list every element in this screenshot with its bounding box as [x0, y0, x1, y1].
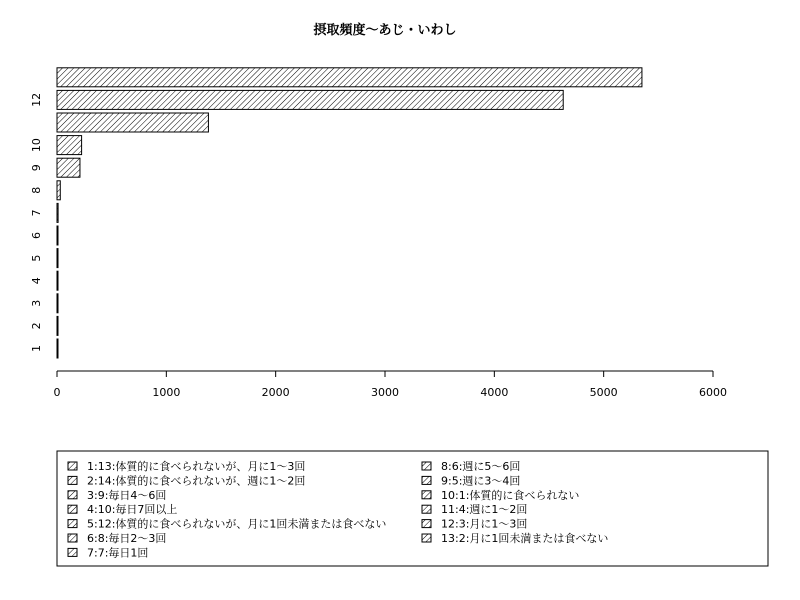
y-tick-label: 5 — [30, 254, 43, 262]
bar-6 — [57, 226, 58, 245]
y-tick-label: 1 — [30, 345, 43, 352]
legend-swatch — [68, 548, 77, 556]
y-tick-label: 12 — [30, 92, 43, 107]
y-tick-label: 9 — [30, 164, 43, 172]
y-tick-label: 4 — [30, 277, 43, 285]
legend-swatch — [422, 476, 431, 484]
bar-8 — [57, 181, 60, 200]
x-tick-label: 5000 — [589, 386, 618, 399]
y-axis — [30, 93, 43, 352]
x-tick-label: 6000 — [699, 386, 727, 399]
legend-label: 11:4:週に1〜2回 — [441, 503, 528, 517]
legend-swatch — [68, 534, 77, 542]
x-tick-label: 2000 — [261, 386, 290, 399]
legend-label: 7:7:毎日1回 — [87, 546, 149, 560]
bar-11 — [57, 113, 208, 132]
bar-12 — [57, 90, 563, 109]
bar-13 — [57, 68, 642, 87]
legend-label: 3:9:毎日4〜6回 — [87, 488, 167, 502]
y-tick-label: 10 — [30, 138, 43, 153]
legend-swatch — [422, 462, 431, 470]
x-tick-label: 4000 — [480, 386, 509, 399]
y-tick-label: 7 — [30, 209, 43, 217]
legend-swatch — [68, 505, 77, 513]
y-tick-label: 8 — [30, 186, 43, 194]
legend-swatch — [68, 491, 77, 499]
legend-label: 10:1:体質的に食べられない — [441, 488, 580, 502]
legend — [68, 459, 608, 559]
legend-swatch — [422, 491, 431, 499]
x-tick-label: 1000 — [152, 386, 181, 399]
bar-10 — [57, 136, 82, 155]
legend-label: 6:8:毎日2〜3回 — [87, 532, 167, 545]
chart-title: 摂取頻度〜あじ・いわし — [313, 23, 457, 38]
bar-4 — [57, 271, 58, 290]
bar-2 — [57, 316, 58, 335]
legend-label: 2:14:体質的に食べられないが、週に1〜2回 — [87, 474, 306, 488]
y-tick-label: 6 — [30, 232, 43, 239]
x-tick-label: 3000 — [371, 386, 399, 399]
y-tick-label: 3 — [30, 299, 43, 307]
legend-swatch — [68, 520, 77, 528]
bar-3 — [57, 294, 58, 313]
legend-label: 4:10:毎日7回以上 — [87, 503, 178, 517]
bar-1 — [57, 339, 58, 358]
x-axis — [54, 371, 728, 399]
bar-9 — [57, 158, 80, 177]
bar-5 — [57, 249, 58, 268]
y-tick-label: 2 — [30, 322, 43, 330]
legend-swatch — [422, 505, 431, 513]
legend-swatch — [422, 520, 431, 528]
legend-label: 9:5:週に3〜4回 — [441, 474, 521, 488]
x-tick-label: 0 — [53, 386, 61, 399]
legend-swatch — [68, 476, 77, 484]
bar-7 — [57, 203, 58, 222]
legend-label: 5:12:体質的に食べられないが、月に1回未満または食べない — [87, 517, 387, 531]
legend-label: 12:3:月に1〜3回 — [441, 517, 528, 531]
legend-label: 13:2:月に1回未満または食べない — [441, 532, 609, 545]
legend-label: 1:13:体質的に食べられないが、月に1〜3回 — [87, 460, 306, 473]
legend-swatch — [422, 534, 431, 542]
bars-group — [57, 68, 642, 358]
legend-swatch — [68, 462, 77, 470]
legend-label: 8:6:週に5〜6回 — [441, 460, 521, 473]
